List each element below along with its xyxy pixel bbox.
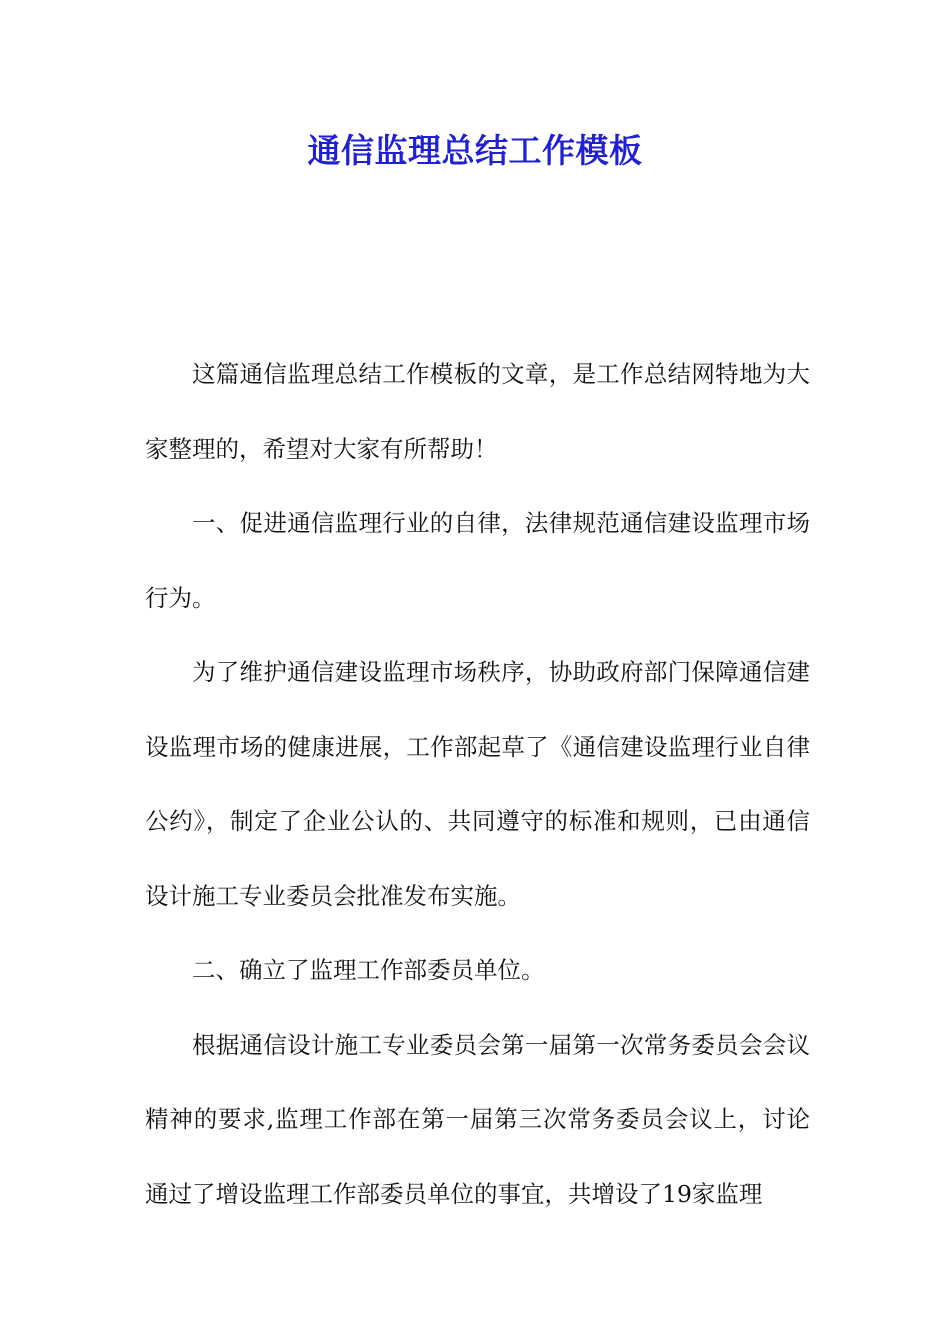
paragraph-self-discipline: 为了维护通信建设监理市场秩序，协助政府部门保障通信建设监理市场的健康进展，工作部起草了《通信建设监理行业自律公约》，制定了企业公认的、共同遵守的标准和规则，已由通信设计施工专业委员会批准发布实施。 [145, 658, 810, 910]
document-title: 通信监理总结工作模板 [307, 131, 643, 170]
paragraph-heading-one: 一、促进通信监理行业的自律，法律规范通信建设监理市场行为。 [145, 509, 810, 612]
paragraph-heading-two: 二、确立了监理工作部委员单位。 [192, 956, 545, 984]
document-body [145, 337, 810, 1231]
paragraph-committee: 根据通信设计施工专业委员会第一届第一次常务委员会会议精神的要求,监理工作部在第一届第三次常务委员会议上，讨论通过了增设监理工作部委员单位的事宜，共增设了19家监理 [145, 1030, 810, 1208]
paragraph-intro: 这篇通信监理总结工作模板的文章，是工作总结网特地为大家整理的，希望对大家有所帮助！ [145, 360, 810, 463]
